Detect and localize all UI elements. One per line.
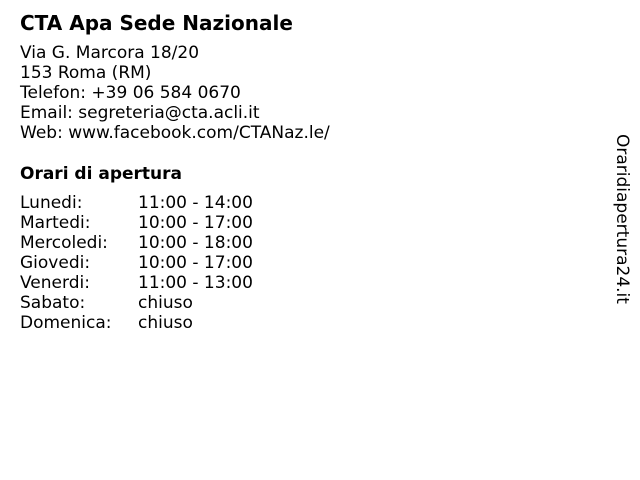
website-link[interactable]: Web: www.facebook.com/CTANaz.le/ — [20, 123, 330, 143]
opening-hours-table — [20, 193, 338, 333]
opening-hours-heading: Orari di apertura — [20, 164, 182, 184]
hours-row-wednesday — [20, 233, 338, 253]
address-city: 153 Roma (RM) — [20, 63, 152, 83]
day-label: Sabato: — [20, 293, 86, 313]
day-label: Venerdi: — [20, 273, 90, 293]
site-brand-vertical: Oraridiapertura24.it — [612, 134, 632, 304]
day-hours: 11:00 - 14:00 — [138, 193, 253, 213]
phone-number[interactable]: Telefon: +39 06 584 0670 — [20, 83, 241, 103]
day-hours: 10:00 - 17:00 — [138, 213, 253, 233]
day-label: Lunedi: — [20, 193, 83, 213]
business-name: CTA Apa Sede Nazionale — [20, 11, 293, 35]
day-label: Giovedi: — [20, 253, 91, 273]
day-label: Domenica: — [20, 313, 112, 333]
day-hours: 10:00 - 17:00 — [138, 253, 253, 273]
day-hours: 11:00 - 13:00 — [138, 273, 253, 293]
day-hours: chiuso — [138, 293, 193, 313]
hours-row-saturday — [20, 293, 338, 313]
day-hours: 10:00 - 18:00 — [138, 233, 253, 253]
day-label: Martedi: — [20, 213, 91, 233]
hours-row-tuesday — [20, 213, 338, 233]
email-address[interactable]: Email: segreteria@cta.acli.it — [20, 103, 260, 123]
contact-block — [20, 43, 330, 143]
address-street: Via G. Marcora 18/20 — [20, 43, 200, 63]
hours-row-friday — [20, 273, 338, 293]
day-label: Mercoledi: — [20, 233, 108, 253]
day-hours: chiuso — [138, 313, 193, 333]
hours-row-monday — [20, 193, 338, 213]
hours-row-sunday — [20, 313, 338, 333]
hours-row-thursday — [20, 253, 338, 273]
